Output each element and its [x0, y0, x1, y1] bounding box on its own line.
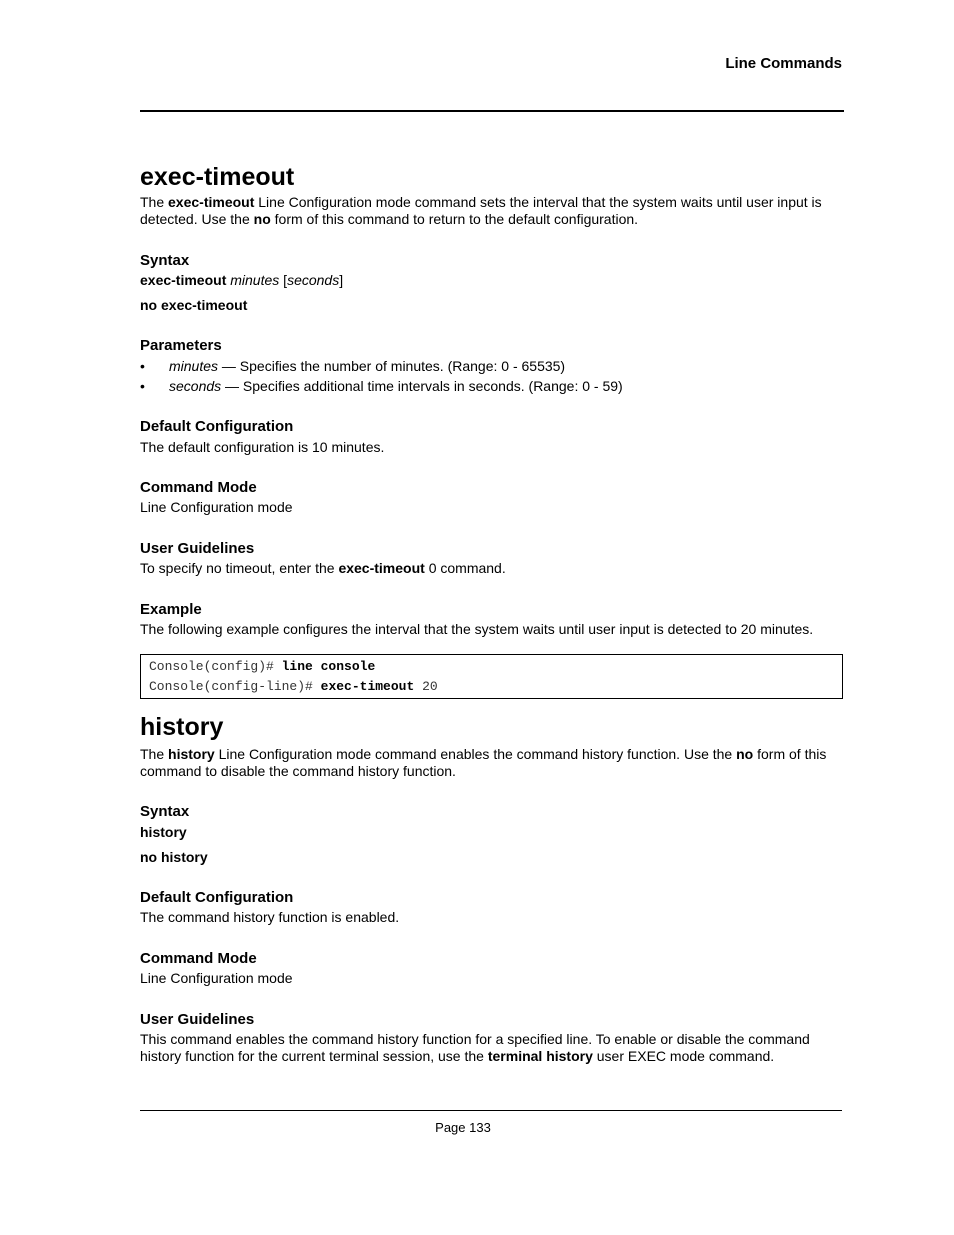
bullet-icon: •: [140, 378, 145, 394]
user-guidelines-text: This command enables the command history function for a specified line. To enable or disable the command history function for the current terminal session, use the terminal history user EXEC mode command.: [140, 1031, 810, 1064]
history-intro: The history Line Configuration mode command enables the command history function. Use the no form of this command to disable the command history function.: [140, 746, 827, 779]
syntax-heading: Syntax: [140, 252, 190, 269]
syntax-line: history: [140, 824, 187, 840]
user-guidelines-heading: User Guidelines: [140, 540, 255, 557]
code-line: Console(config)# line console: [149, 659, 376, 674]
code-line: Console(config-line)# exec-timeout 20: [149, 679, 438, 694]
running-header: Line Commands: [725, 55, 842, 72]
section-title-exec-timeout: exec-timeout: [140, 163, 295, 191]
default-config-text: The command history function is enabled.: [140, 909, 400, 925]
default-config-heading: Default Configuration: [140, 418, 294, 435]
command-mode-heading: Command Mode: [140, 479, 257, 496]
footer-rule: [140, 1110, 842, 1111]
syntax-no-line: no exec-timeout: [140, 297, 248, 313]
syntax-line: exec-timeout minutes [seconds]: [140, 272, 344, 288]
page-number: Page 133: [435, 1120, 491, 1135]
command-mode-text: Line Configuration mode: [140, 499, 293, 515]
bullet-icon: •: [140, 358, 145, 374]
example-text: The following example configures the interval that the system waits until user input is detected to 20 minutes.: [140, 621, 814, 637]
user-guidelines-text: To specify no timeout, enter the exec-timeout 0 command.: [140, 560, 506, 576]
syntax-no-line: no history: [140, 849, 208, 865]
user-guidelines-heading: User Guidelines: [140, 1011, 255, 1028]
exec-timeout-intro: The exec-timeout Line Configuration mode command sets the interval that the system waits until user input is detected. Use the no form of this command to return to the default configuration.: [140, 194, 822, 227]
section-title-history: history: [140, 713, 224, 741]
command-mode-heading: Command Mode: [140, 950, 257, 967]
example-heading: Example: [140, 601, 202, 618]
syntax-heading: Syntax: [140, 803, 190, 820]
code-example: [140, 654, 843, 699]
header-rule: [140, 110, 844, 112]
default-config-text: The default configuration is 10 minutes.: [140, 439, 385, 455]
command-mode-text: Line Configuration mode: [140, 970, 293, 986]
default-config-heading: Default Configuration: [140, 889, 294, 906]
parameters-heading: Parameters: [140, 337, 222, 354]
